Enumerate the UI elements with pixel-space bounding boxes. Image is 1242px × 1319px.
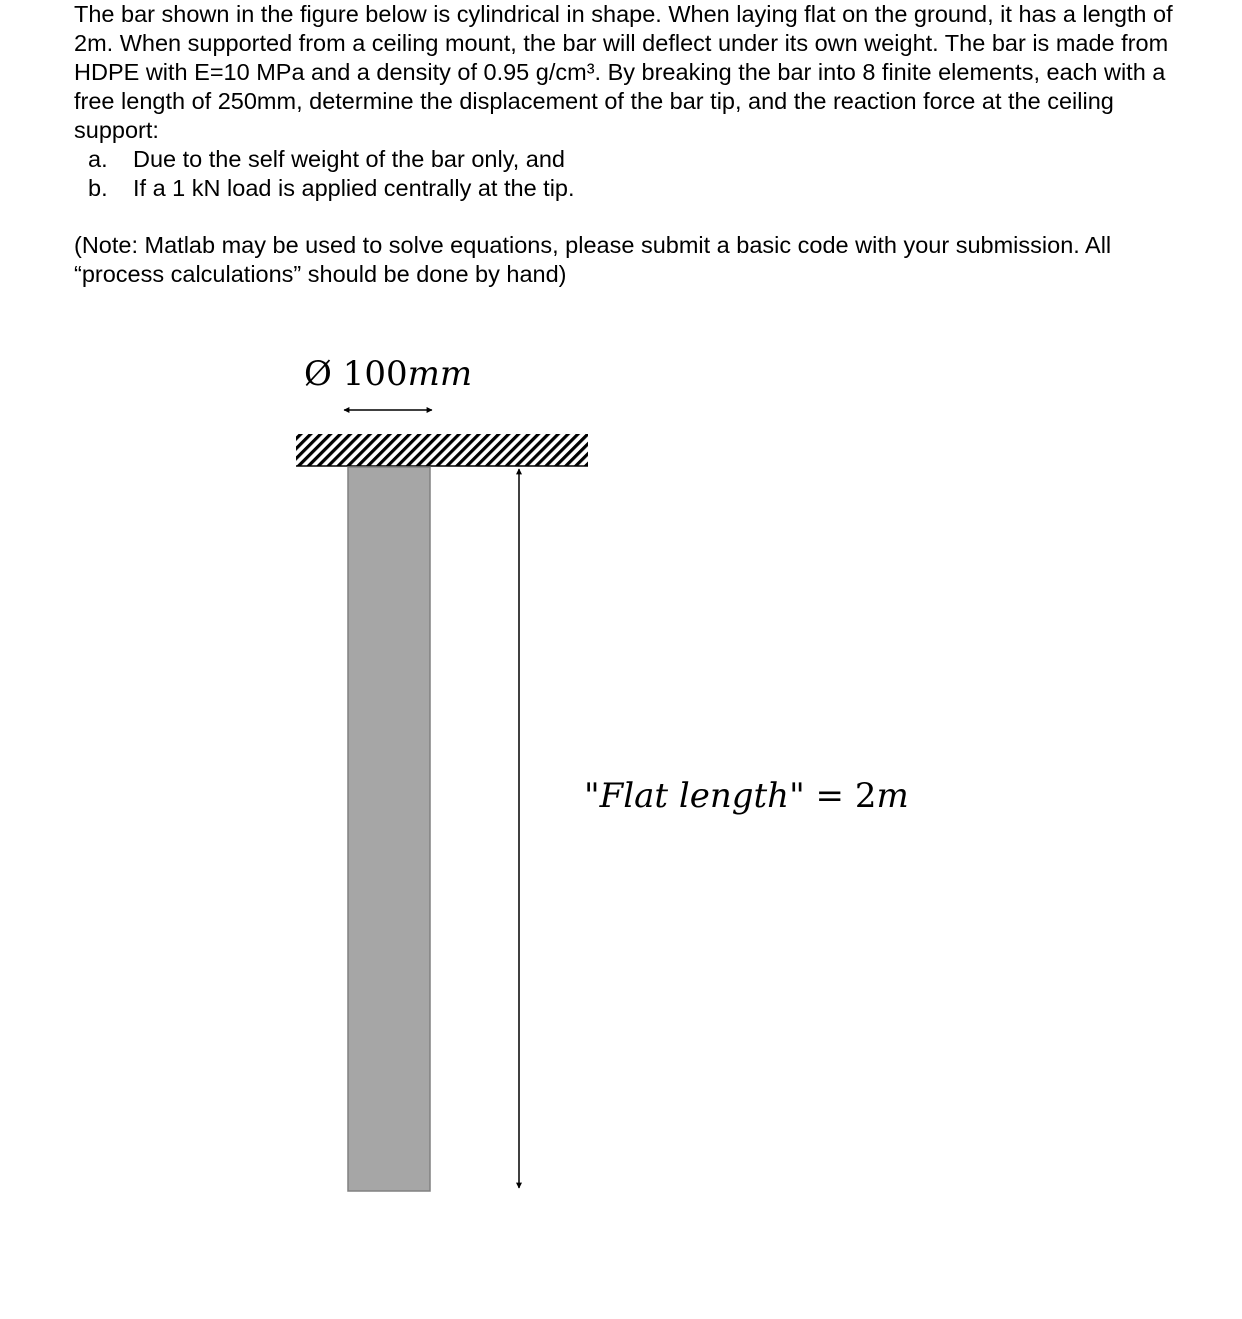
part-b-marker: b. [88, 175, 108, 201]
part-b-text: If a 1 kN load is applied centrally at the tip. [133, 175, 575, 201]
part-a-text: Due to the self weight of the bar only, and [133, 146, 565, 172]
diameter-symbol: Ø [304, 354, 332, 394]
length-quote-label: "Flat length" [584, 776, 805, 816]
problem-note: (Note: Matlab may be used to solve equations, please submit a basic code with your submission. All “process calculations” should be done by hand) [74, 232, 1112, 287]
length-label [584, 776, 909, 816]
cylindrical-bar [348, 467, 430, 1191]
diameter-unit: mm [407, 354, 473, 394]
length-equals: = [815, 776, 845, 816]
ceiling-mount [296, 434, 588, 466]
length-unit: m [876, 776, 909, 816]
problem-intro: The bar shown in the figure below is cylindrical in shape. When laying flat on the ground, it has a length of 2m. When supported from a ceiling mount, the bar will deflect under its own weight. The bar is made from HDPE with E=10 MPa and a density of 0.95 g/cm³. By breaking the bar into 8 finite elements, each with a free length of 250mm, determine the displacement of the bar tip, and the reaction force at the ceiling support: [74, 1, 1173, 143]
diameter-value: 100 [342, 354, 408, 394]
length-value: 2 [854, 776, 877, 816]
part-a-marker: a. [88, 146, 108, 172]
diameter-label [304, 354, 472, 394]
